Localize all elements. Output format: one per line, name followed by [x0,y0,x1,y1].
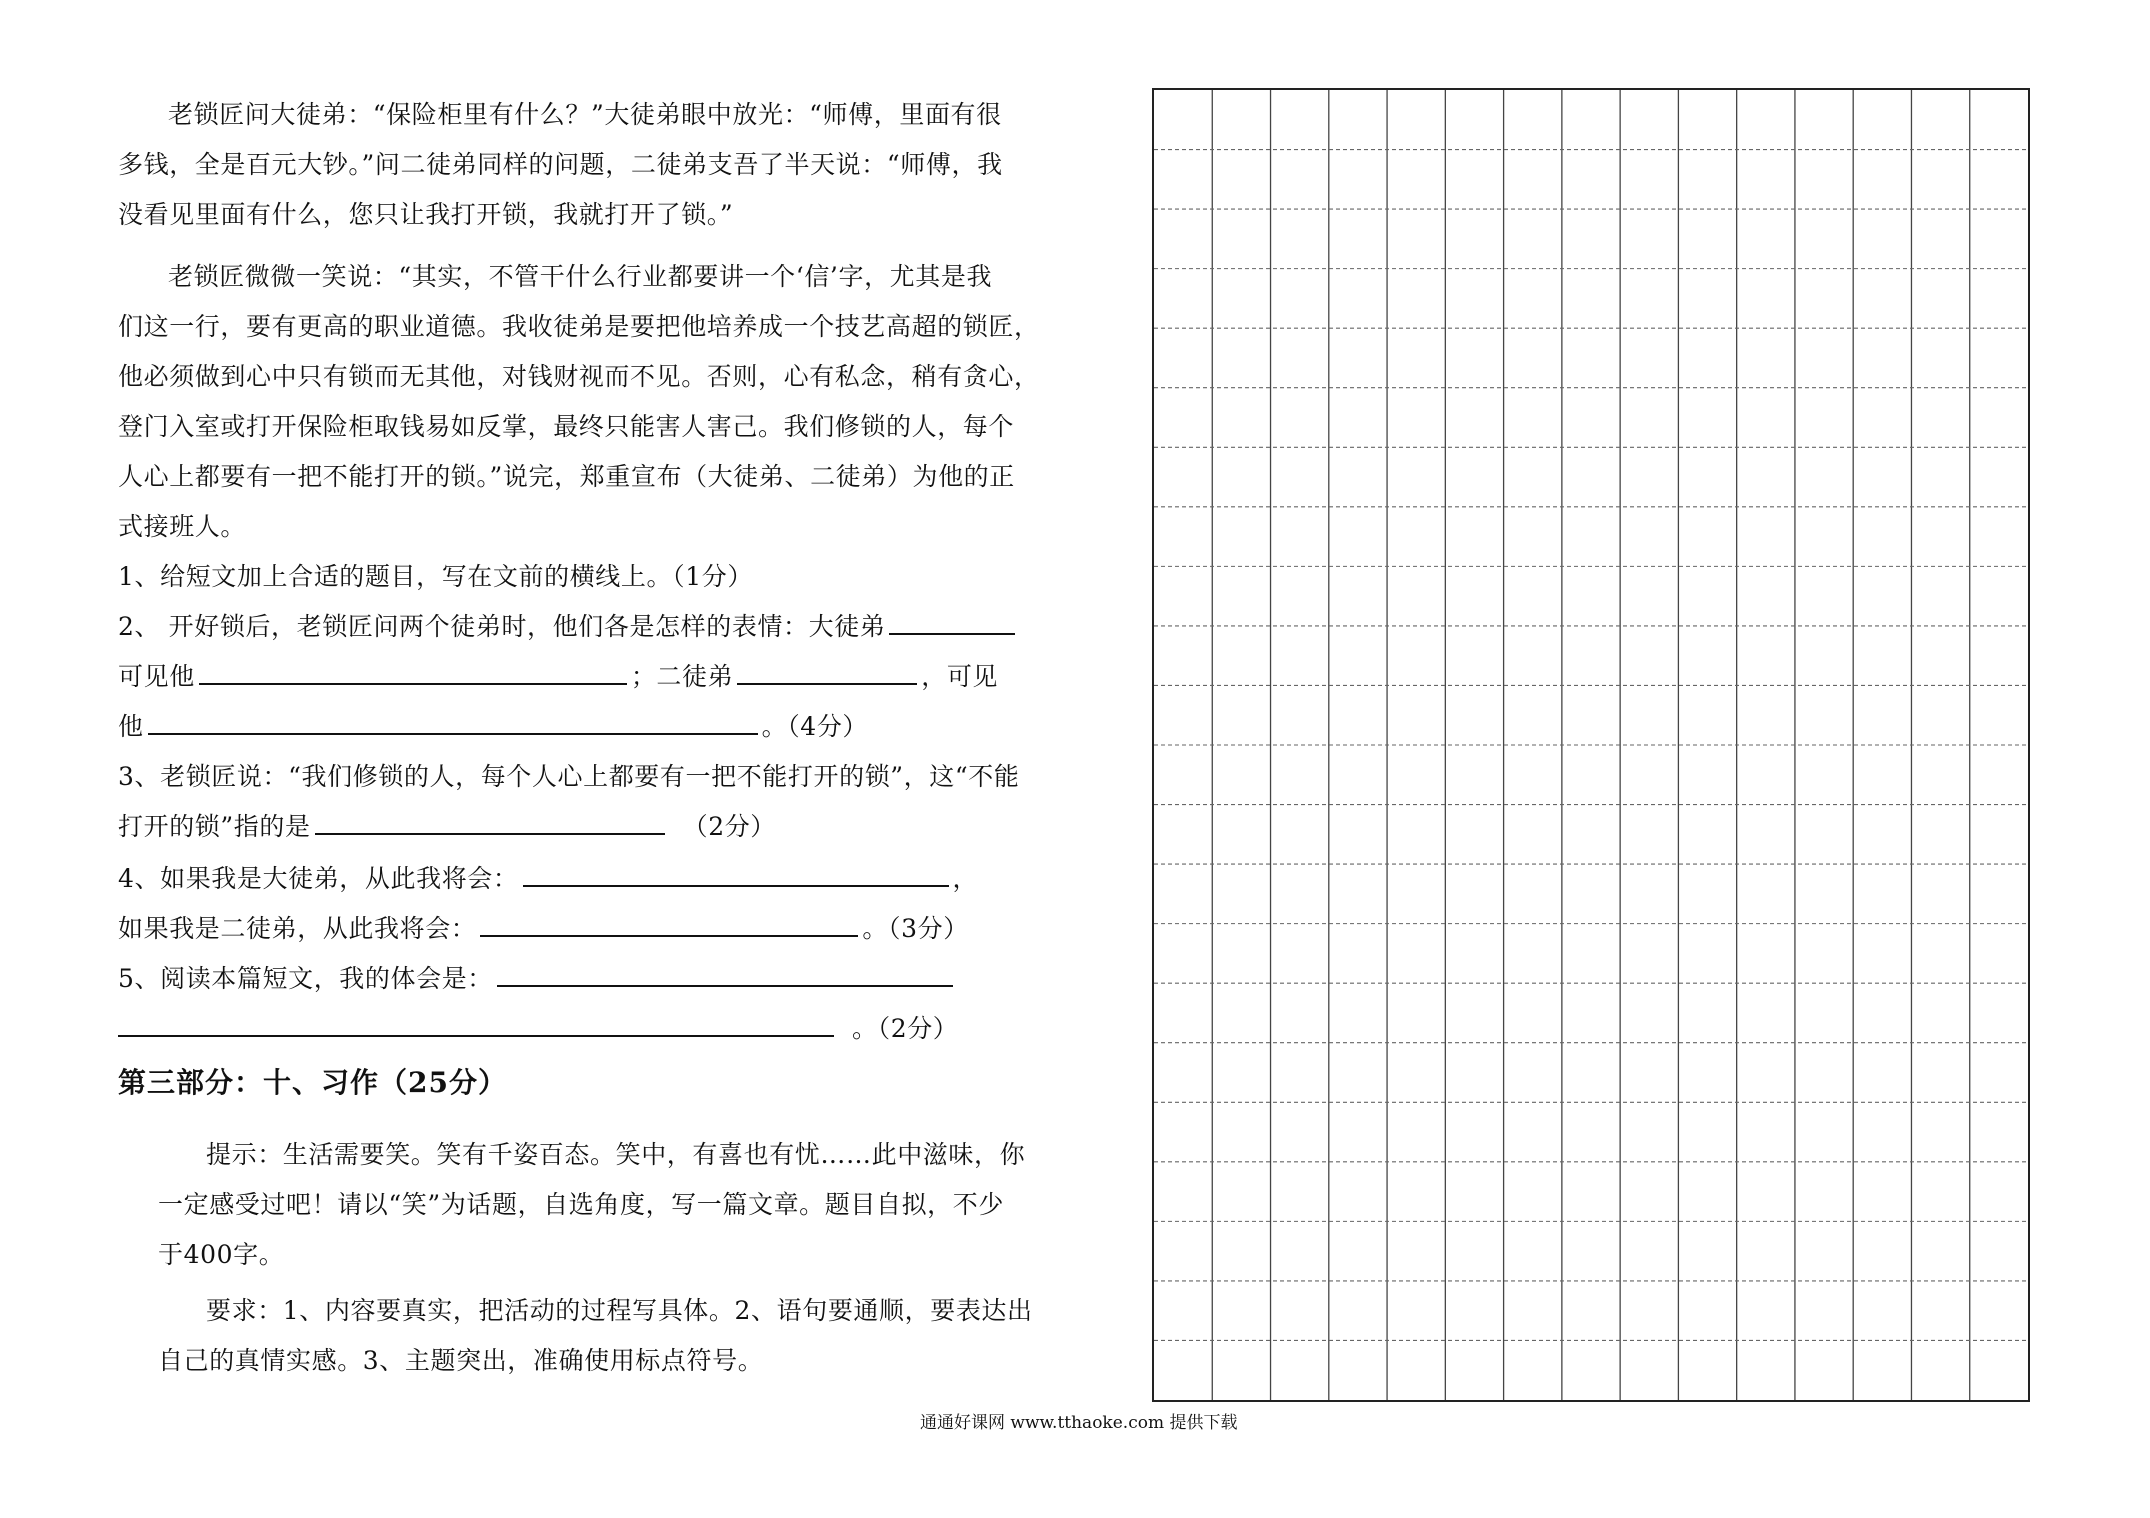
passage-line: 人心上都要有一把不能打开的锁。”说完，郑重宣布（大徒弟、二徒弟）为他的正 [118,462,1015,491]
requirement-line: 要求：1、内容要真实，把活动的过程写具体。2、语句要通顺，要表达出 [206,1296,1033,1325]
question-2-text: ；二徒弟 [630,662,734,691]
answer-blank[interactable] [480,909,858,937]
writing-grid[interactable] [1152,88,2030,1402]
answer-blank[interactable] [118,1009,834,1037]
passage-line: 多钱，全是百元大钞。”问二徒弟同样的问题，二徒弟支吾了半天说：“师傅，我 [118,150,1003,179]
passage-line: 式接班人。 [118,512,247,541]
question-3-score: （2分） [682,812,776,841]
answer-blank[interactable] [497,959,953,987]
section-heading: 第三部分：十、习作（25分） [118,1066,507,1099]
requirement-line: 自己的真情实感。3、主题突出，准确使用标点符号。 [158,1346,764,1375]
question-5-line-2 [118,1009,958,1045]
question-2-text: 他 [118,712,144,741]
answer-blank[interactable] [199,657,627,685]
answer-blank[interactable] [315,807,665,835]
passage-line: 们这一行，要有更高的职业道德。我收徒弟是要把他培养成一个技艺高超的锁匠， [118,312,1040,341]
question-4-line-2 [118,909,969,945]
question-3: 3、老锁匠说：“我们修锁的人，每个人心上都要有一把不能打开的锁”，这“不能 [118,762,1020,791]
footer-credit: 通通好课网 www.tthaoke.com 提供下载 [920,1413,1238,1433]
passage-line: 老锁匠微微一笑说：“其实，不管干什么行业都要讲一个‘信’字，尤其是我 [168,262,993,291]
answer-blank[interactable] [737,657,917,685]
question-2-text: 可见他 [118,662,195,691]
question-4-text: ， [952,864,979,893]
prompt-line: 于400字。 [158,1240,285,1269]
question-2-text: 。（4分） [761,712,869,741]
question-2-text: 2、 开好锁后，老锁匠问两个徒弟时，他们各是怎样的表情：大徒弟 [118,612,886,641]
question-5-score: 。（2分） [852,1014,959,1043]
answer-blank[interactable] [148,707,758,735]
passage-line: 老锁匠问大徒弟：“保险柜里有什么？”大徒弟眼中放光：“师傅，里面有很 [168,100,1002,129]
prompt-line: 一定感受过吧！请以“笑”为话题，自选角度，写一篇文章。题目自拟，不少 [158,1190,1004,1219]
passage-line: 他必须做到心中只有锁而无其他，对钱财视而不见。否则，心有私念，稍有贪心， [118,362,1040,391]
question-4 [118,859,978,895]
question-3-line-2 [118,807,776,843]
answer-blank[interactable] [523,859,949,887]
prompt-line: 提示：生活需要笑。笑有千姿百态。笑中，有喜也有忧……此中滋味，你 [206,1140,1026,1169]
question-2-text: ，可见 [921,662,999,691]
question-2-line-2 [118,657,998,693]
passage-line: 登门入室或打开保险柜取钱易如反掌，最终只能害人害己。我们修锁的人，每个 [118,412,1015,441]
question-2-line-3 [118,707,868,743]
question-1: 1、给短文加上合适的题目，写在文前的横线上。（1分） [118,562,753,591]
question-5-text: 5、阅读本篇短文，我的体会是： [118,964,493,993]
question-4-text: 。（3分） [862,914,969,943]
answer-blank[interactable] [889,607,1015,635]
writing-grid-lines [1154,90,2028,1400]
passage-line: 没看见里面有什么，您只让我打开锁，我就打开了锁。” [118,200,734,229]
question-4-text: 如果我是二徒弟，从此我将会： [118,914,477,943]
question-5 [118,959,957,995]
question-3-text: 打开的锁”指的是 [118,812,311,841]
question-4-text: 4、如果我是大徒弟，从此我将会： [118,864,519,893]
question-2 [118,607,1019,643]
